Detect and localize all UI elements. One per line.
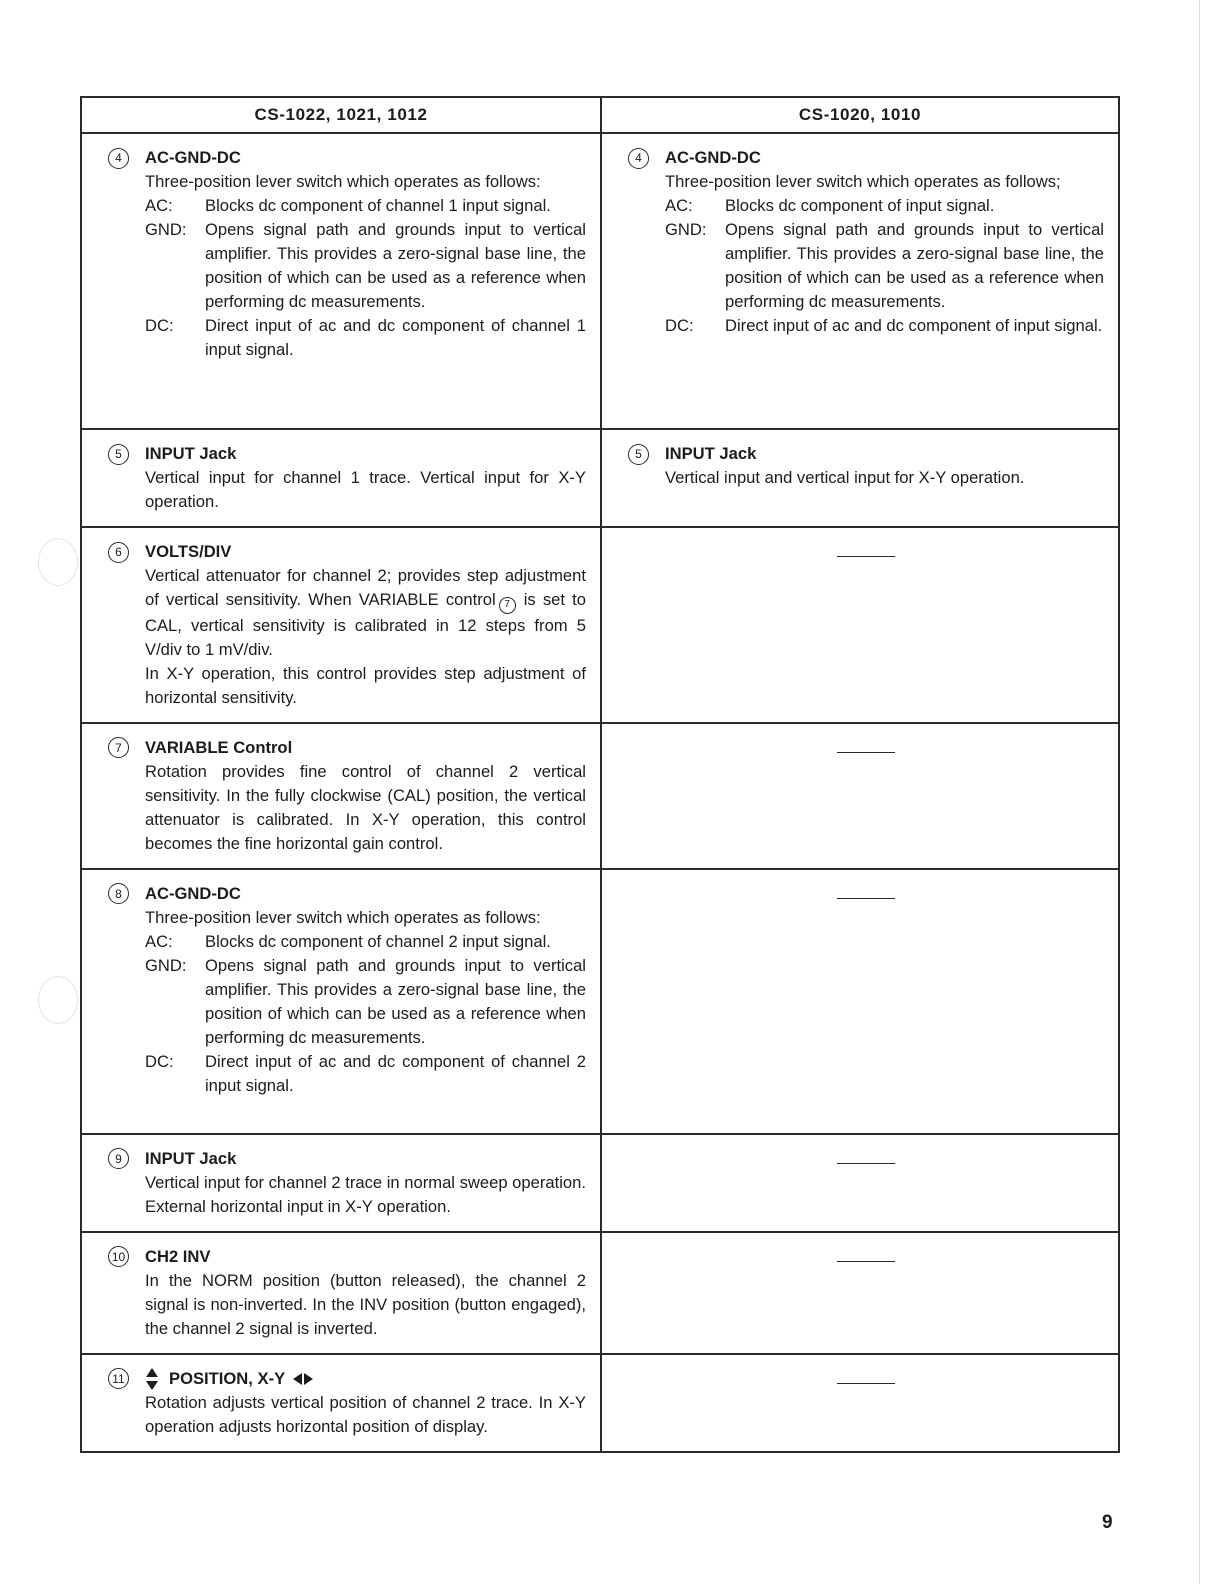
option-label: AC: <box>145 931 173 951</box>
item-option <box>145 954 586 1050</box>
circled-number: 4 <box>108 148 129 169</box>
item-text: Rotation provides fine control of channel 2 vertical sensitivity. In the fully clockwise (CAL) position, the vertical attenuator is calibrated. In X-Y operation, this control becomes the fine horizontal gain control. <box>145 761 586 853</box>
item-option <box>145 1050 586 1098</box>
item-title: VOLTS/DIV <box>145 542 232 561</box>
column-header-left: CS-1022, 1021, 1012 <box>81 97 601 133</box>
table-row <box>81 133 1119 429</box>
option-label: GND: <box>665 220 707 239</box>
not-applicable-dash <box>837 1163 895 1164</box>
circled-number-ref: 7 <box>499 597 516 614</box>
table-cell-right-empty <box>601 723 1119 869</box>
circled-number: 11 <box>108 1368 129 1389</box>
table-cell-left <box>81 1134 601 1232</box>
table-cell-left <box>81 1232 601 1354</box>
item-header <box>108 1147 586 1171</box>
option-text: Blocks dc component of input signal. <box>725 196 995 215</box>
item-option <box>665 218 1104 314</box>
option-text: Opens signal path and grounds input to vertical amplifier. This provides a zero-signal base line, the position of which can be used as a reference when performing dc measurements. <box>205 220 586 311</box>
option-text: Opens signal path and grounds input to vertical amplifier. This provides a zero-signal base line, the position of which can be used as a reference when performing dc measurements. <box>725 220 1104 311</box>
table-cell-left <box>81 869 601 1134</box>
item-option <box>665 314 1104 338</box>
circled-number: 5 <box>628 444 649 465</box>
table-header-row <box>81 97 1119 133</box>
left-right-arrow-icon <box>293 1373 313 1385</box>
item-text: Vertical input and vertical input for X-Y operation. <box>665 468 1025 487</box>
option-label: GND: <box>145 220 187 239</box>
item-intro: Three-position lever switch which operates as follows; <box>665 172 1061 191</box>
item-text: Vertical input for channel 2 trace in normal sweep operation. External horizontal input in X-Y operation. <box>145 1172 586 1216</box>
item-text: Rotation adjusts vertical position of channel 2 trace. In X-Y operation adjusts horizontal position of display. <box>145 1392 586 1436</box>
item-option <box>145 314 586 362</box>
option-label: DC: <box>145 316 174 335</box>
item-header <box>108 882 586 906</box>
item-title: AC-GND-DC <box>145 148 241 167</box>
item-option <box>665 194 1104 218</box>
table-row <box>81 429 1119 527</box>
table-cell-left <box>81 527 601 723</box>
item-body <box>108 564 586 710</box>
table-cell-right-empty <box>601 1354 1119 1452</box>
option-text: Opens signal path and grounds input to vertical amplifier. This provides a zero-signal base line, the position of which can be used as a reference when performing dc measurements. <box>205 955 586 1047</box>
table-row <box>81 869 1119 1134</box>
item-header <box>108 146 586 170</box>
option-text: Direct input of ac and dc component of channel 1 input signal. <box>205 316 586 359</box>
not-applicable-dash <box>837 898 895 899</box>
item-text: In the NORM position (button released), the channel 2 signal is non-inverted. In the INV position (button engaged), the channel 2 signal is inverted. <box>145 1270 586 1338</box>
not-applicable-dash <box>837 556 895 557</box>
not-applicable-dash <box>837 752 895 753</box>
table-row <box>81 723 1119 869</box>
circled-number: 10 <box>108 1246 129 1267</box>
item-text-c: In X-Y operation, this control provides step adjustment of horizontal sensitivity. <box>145 663 586 707</box>
item-title: AC-GND-DC <box>145 883 241 903</box>
table-row <box>81 527 1119 723</box>
circled-number: 4 <box>628 148 649 169</box>
item-title: INPUT Jack <box>145 444 237 463</box>
item-text <box>145 564 586 662</box>
option-label: DC: <box>665 316 694 335</box>
item-header <box>108 442 586 466</box>
item-header <box>628 442 1104 466</box>
item-header <box>108 1245 586 1269</box>
page-number: 9 <box>1102 1512 1113 1533</box>
item-text: Vertical input for channel 1 trace. Vertical input for X-Y operation. <box>145 468 586 511</box>
item-text-b: is set to CAL, vertical sensitivity is calibrated in 12 steps from 5 V/div to 1 mV/div. <box>145 590 587 659</box>
item-title: INPUT Jack <box>145 1148 237 1168</box>
table-cell-right-empty <box>601 1134 1119 1232</box>
option-text: Blocks dc component of channel 1 input signal. <box>205 196 551 215</box>
column-header-right: CS-1020, 1010 <box>601 97 1119 133</box>
table-row <box>81 1354 1119 1452</box>
item-title: INPUT Jack <box>665 444 757 463</box>
item-text-a: Vertical attenuator for channel 2; provides step adjustment of vertical sensitivity. When VARIABLE control <box>145 566 586 609</box>
item-title: VARIABLE Control <box>145 737 293 757</box>
item-header <box>628 146 1104 170</box>
item-intro: Three-position lever switch which operates as follows: <box>145 907 541 927</box>
up-down-arrow-icon <box>145 1368 159 1390</box>
option-text: Blocks dc component of channel 2 input signal. <box>205 931 551 951</box>
item-header <box>108 1367 586 1391</box>
circled-number: 5 <box>108 444 129 465</box>
circled-number: 8 <box>108 883 129 904</box>
item-title: AC-GND-DC <box>665 148 761 167</box>
not-applicable-dash <box>837 1261 895 1262</box>
table-cell-right-empty <box>601 527 1119 723</box>
circled-number: 6 <box>108 542 129 563</box>
binder-hole-mark <box>38 538 78 586</box>
binder-hole-mark <box>38 976 78 1024</box>
table-cell-right <box>601 429 1119 527</box>
item-option <box>145 194 586 218</box>
option-label: DC: <box>145 1051 174 1071</box>
controls-comparison-table <box>80 96 1120 1453</box>
item-body <box>628 170 1104 338</box>
circled-number: 9 <box>108 1148 129 1169</box>
option-label: AC: <box>145 196 173 215</box>
option-text: Direct input of ac and dc component of channel 2 input signal. <box>205 1051 586 1095</box>
table-cell-right-empty <box>601 869 1119 1134</box>
item-option <box>145 930 586 954</box>
table-cell-left <box>81 723 601 869</box>
table-cell-left <box>81 1354 601 1452</box>
page-edge-line <box>1199 0 1200 1584</box>
option-text: Direct input of ac and dc component of input signal. <box>725 316 1103 335</box>
item-intro: Three-position lever switch which operates as follows: <box>145 172 541 191</box>
table-cell-right <box>601 133 1119 429</box>
table-row <box>81 1134 1119 1232</box>
item-title: CH2 INV <box>145 1246 211 1266</box>
item-title: POSITION, X-Y <box>169 1368 286 1388</box>
controls-table-sheet <box>80 96 1118 1453</box>
table-cell-left <box>81 429 601 527</box>
item-body <box>108 906 586 1098</box>
table-row <box>81 1232 1119 1354</box>
item-option <box>145 218 586 314</box>
option-label: GND: <box>145 955 187 975</box>
item-header <box>108 736 586 760</box>
not-applicable-dash <box>837 1383 895 1384</box>
item-header <box>108 540 586 564</box>
item-body <box>108 170 586 362</box>
option-label: AC: <box>665 196 693 215</box>
table-cell-right-empty <box>601 1232 1119 1354</box>
circled-number: 7 <box>108 737 129 758</box>
table-cell-left <box>81 133 601 429</box>
